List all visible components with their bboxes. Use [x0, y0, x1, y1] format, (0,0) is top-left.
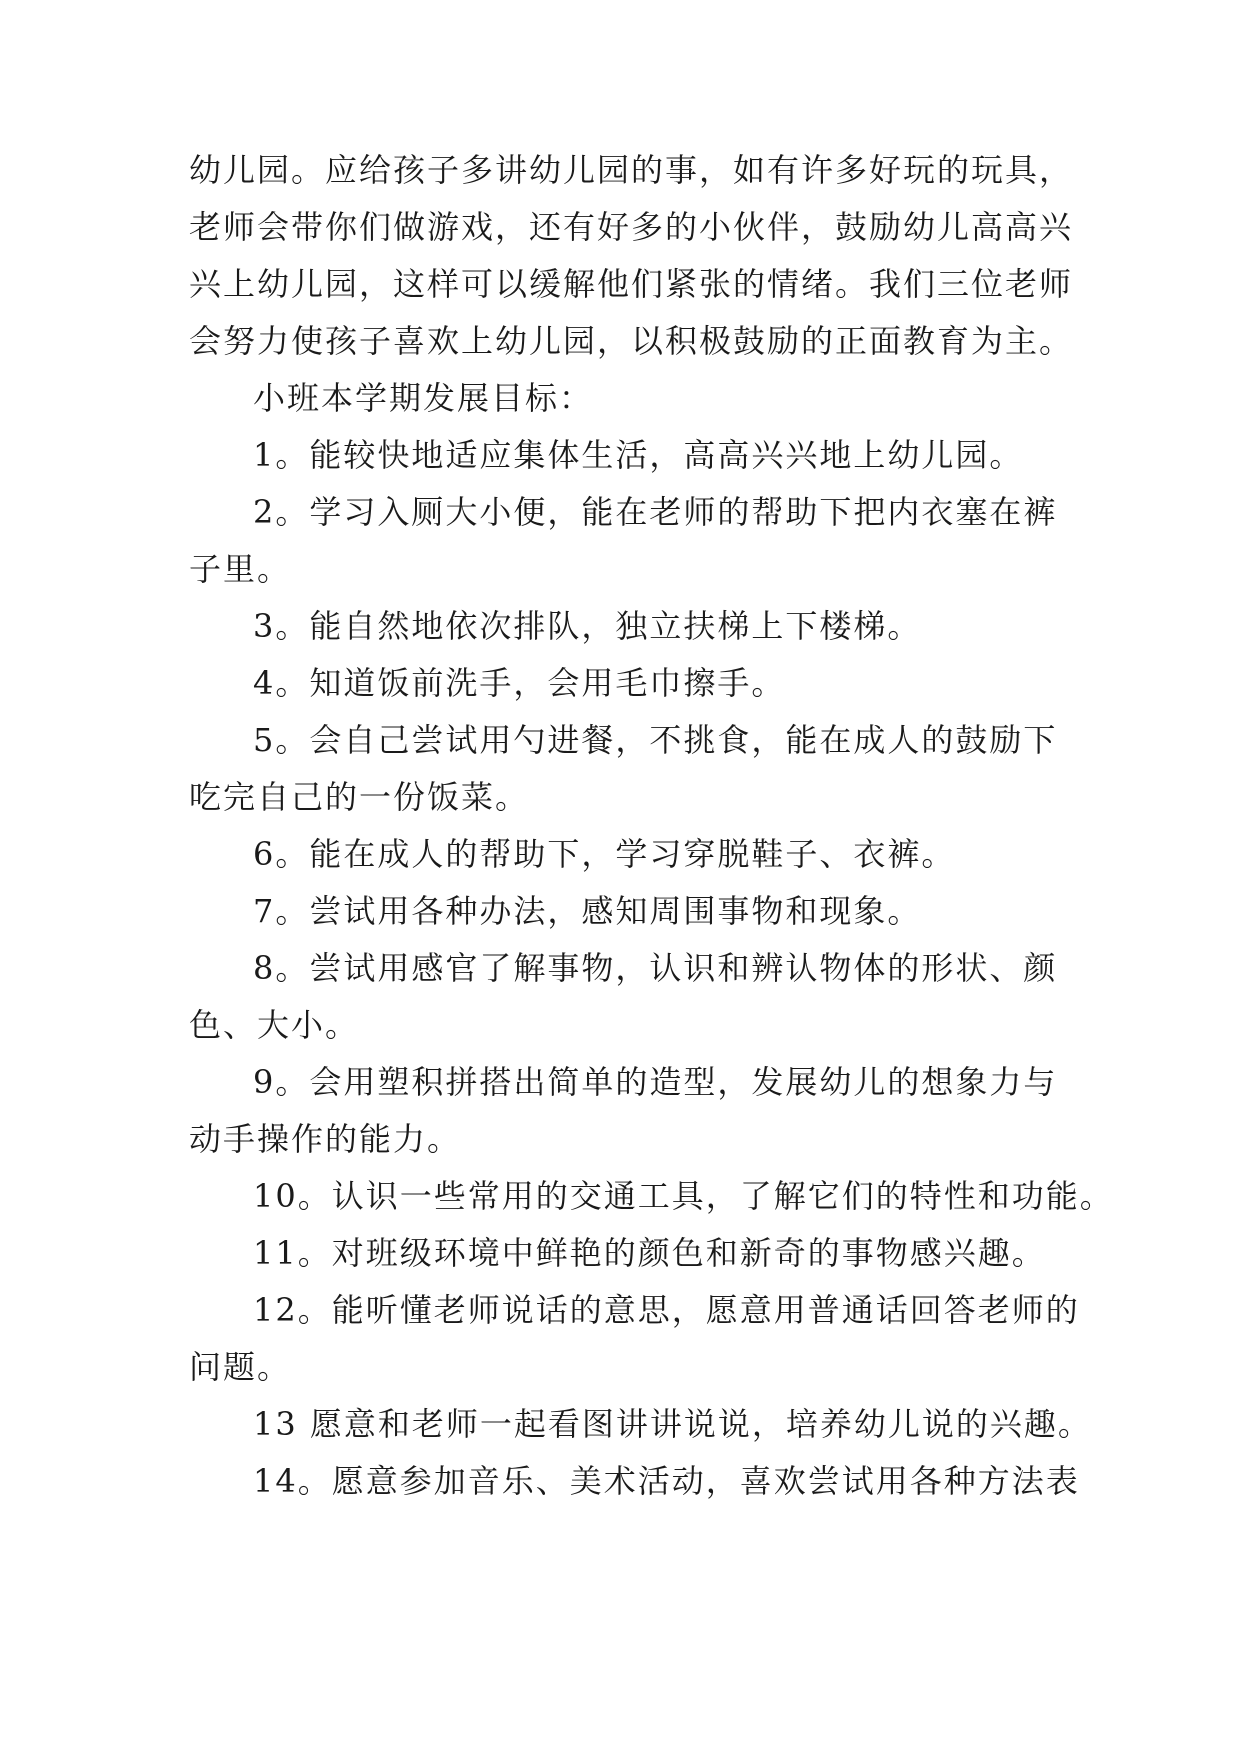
paragraph-line: 会努力使孩子喜欢上幼儿园，以积极鼓励的正面教育为主。 [189, 322, 1074, 360]
goal-item: 6。能在成人的帮助下，学习穿脱鞋子、衣裤。 [253, 835, 956, 873]
goal-item: 8。尝试用感官了解事物，认识和辨认物体的形状、颜 [253, 949, 1058, 987]
goal-item: 3。能自然地依次排队，独立扶梯上下楼梯。 [253, 607, 922, 645]
goal-item: 10。认识一些常用的交通工具，了解它们的特性和功能。 [253, 1177, 1114, 1215]
goal-item: 1。能较快地适应集体生活，高高兴兴地上幼儿园。 [253, 436, 1024, 474]
goal-item-continuation: 色、大小。 [189, 1006, 360, 1044]
goal-item: 4。知道饭前洗手，会用毛巾擦手。 [253, 664, 786, 702]
goal-item: 13 愿意和老师一起看图讲讲说说，培养幼儿说的兴趣。 [253, 1405, 1092, 1443]
paragraph-line: 幼儿园。应给孩子多讲幼儿园的事，如有许多好玩的玩具， [189, 151, 1074, 189]
goal-item: 12。能听懂老师说话的意思，愿意用普通话回答老师的 [253, 1291, 1080, 1329]
goal-item: 9。会用塑积拼搭出简单的造型，发展幼儿的想象力与 [253, 1063, 1058, 1101]
goal-item: 5。会自己尝试用勺进餐，不挑食，能在成人的鼓励下 [253, 721, 1058, 759]
section-heading: 小班本学期发展目标： [253, 379, 594, 417]
goal-item: 7。尝试用各种办法，感知周围事物和现象。 [253, 892, 922, 930]
goal-item-continuation: 动手操作的能力。 [189, 1120, 462, 1158]
goal-item-continuation: 吃完自己的一份饭菜。 [189, 778, 530, 816]
goal-item-continuation: 子里。 [189, 550, 292, 588]
goal-item: 11。对班级环境中鲜艳的颜色和新奇的事物感兴趣。 [253, 1234, 1046, 1272]
paragraph-line: 老师会带你们做游戏，还有好多的小伙伴，鼓励幼儿高高兴 [189, 208, 1074, 246]
goal-item-continuation: 问题。 [189, 1348, 292, 1386]
paragraph-line: 兴上幼儿园，这样可以缓解他们紧张的情绪。我们三位老师 [189, 265, 1074, 303]
goal-item: 2。学习入厕大小便，能在老师的帮助下把内衣塞在裤 [253, 493, 1058, 531]
goal-item: 14。愿意参加音乐、美术活动，喜欢尝试用各种方法表 [253, 1462, 1080, 1500]
